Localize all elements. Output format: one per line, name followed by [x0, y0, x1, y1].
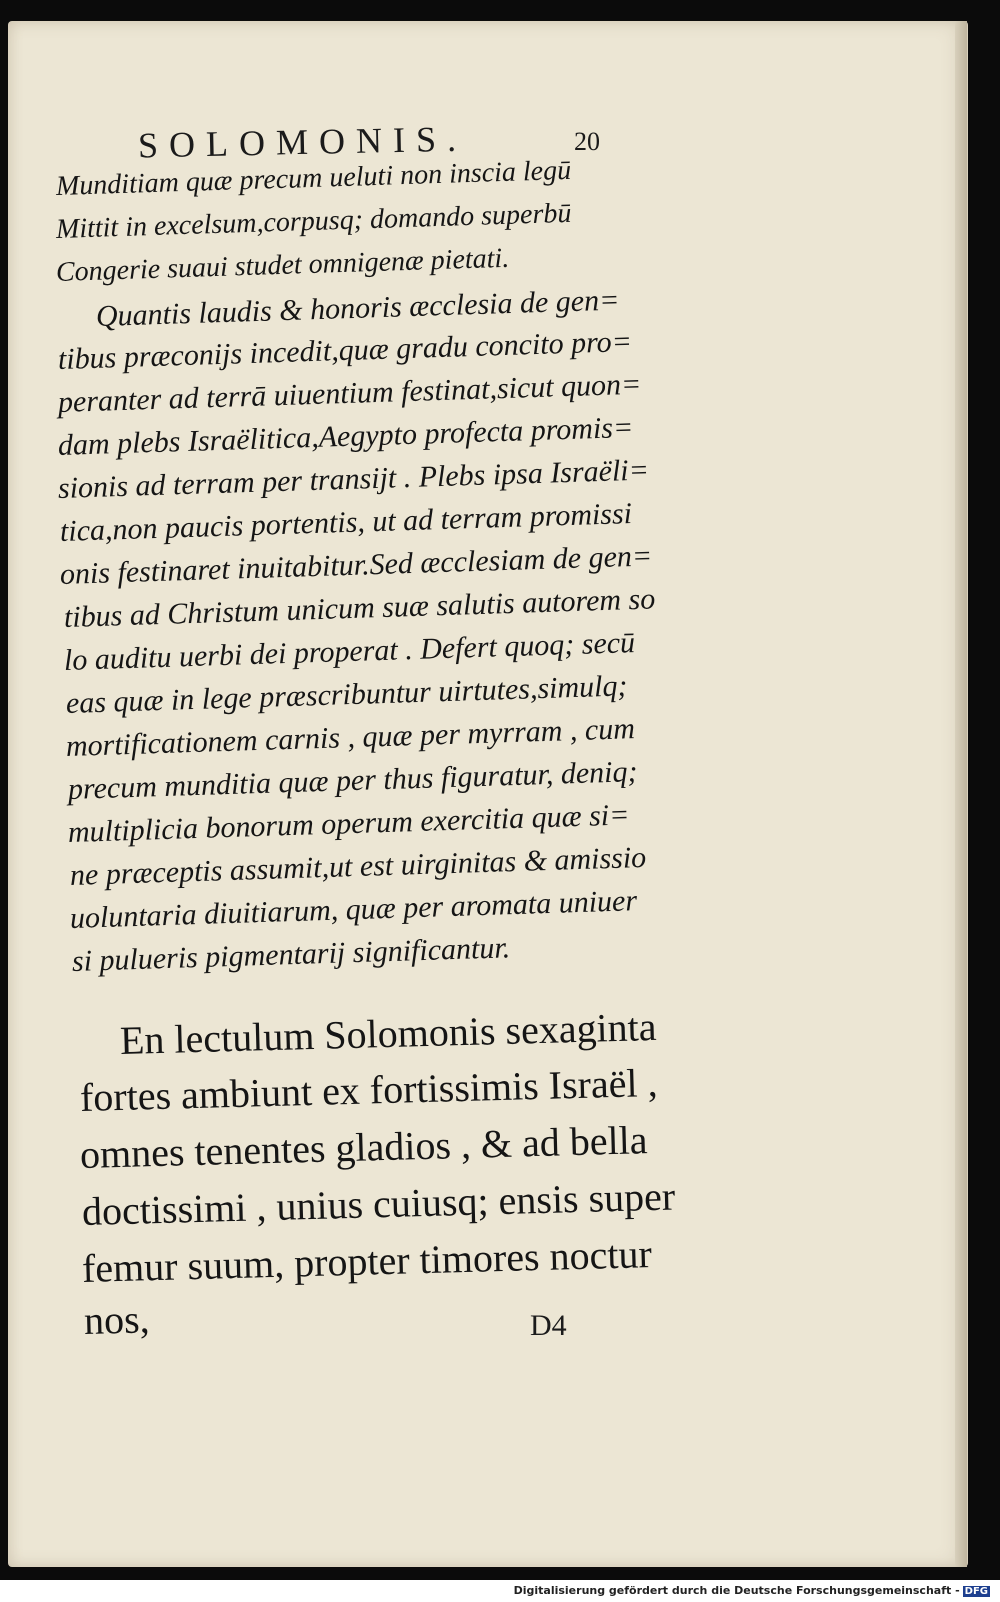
text-line: ne præceptis assumit,ut est uirginitas & amissio	[69, 840, 647, 892]
text-line: Mittit in excelsum,corpusq; domando superbū	[55, 197, 572, 245]
text-line: dam plebs Israëlitica,Aegypto profecta promis=	[57, 410, 634, 462]
text-line: Quantis laudis & honoris æcclesia de gen=	[95, 283, 620, 333]
credit-text: Digitalisierung gefördert durch die Deutsche Forschungsgemeinschaft -	[513, 1584, 960, 1597]
verse-line: femur suum, propter timores noctur	[81, 1231, 653, 1291]
text-line: eas quæ in lege præscribuntur uirtutes,simulq;	[65, 669, 628, 720]
book-page	[8, 21, 968, 1567]
text-line: peranter ad terrā uiuentium festinat,sicut quon=	[57, 367, 642, 419]
running-head: SOLOMONIS.	[137, 118, 468, 166]
text-line: Congerie suaui studet omnigenæ pietati.	[55, 242, 510, 288]
text-line: tibus præconijs incedit,quæ gradu concito pro=	[57, 324, 633, 376]
text-line: si pulueris pigmentarij significantur.	[71, 931, 511, 978]
text-line: tica,non paucis portentis, ut ad terram promissi	[59, 497, 633, 548]
text-line: multiplicia bonorum operum exercitia quæ si=	[67, 798, 630, 849]
verse-line: nos,	[83, 1296, 151, 1343]
digitization-credit	[514, 1584, 990, 1597]
text-line: onis festinaret inuitabitur.Sed æcclesiam de gen=	[59, 539, 653, 591]
text-line: Munditiam quæ precum ueluti non inscia legū	[55, 154, 572, 202]
text-line: sionis ad terram per transijt . Plebs ipsa Israëli=	[57, 453, 650, 505]
text-line: lo auditu uerbi dei properat . Defert quoq; secū	[63, 626, 636, 677]
verse-line: fortes ambiunt ex fortissimis Israël ,	[79, 1059, 659, 1120]
verse-line: En lectulum Solomonis sexaginta	[119, 1003, 658, 1063]
text-line: tibus ad Christum unicum suæ salutis autorem so	[63, 582, 656, 634]
verse-line: omnes tenentes gladios , & ad bella	[79, 1117, 649, 1177]
page-number: 20	[574, 127, 600, 156]
page-edge	[955, 21, 967, 1567]
text-line: uoluntaria diuitiarum, quæ per aromata uniuer	[69, 884, 638, 935]
verse-line: doctissimi , unius cuiusq; ensis super	[81, 1173, 676, 1234]
text-line: mortificationem carnis , quæ per myrram , cum	[65, 712, 636, 763]
text-line: precum munditia quæ per thus figuratur, deniq;	[67, 755, 638, 806]
dfg-logo-icon: DFG	[964, 1585, 988, 1597]
signature-mark: D4	[530, 1309, 567, 1342]
